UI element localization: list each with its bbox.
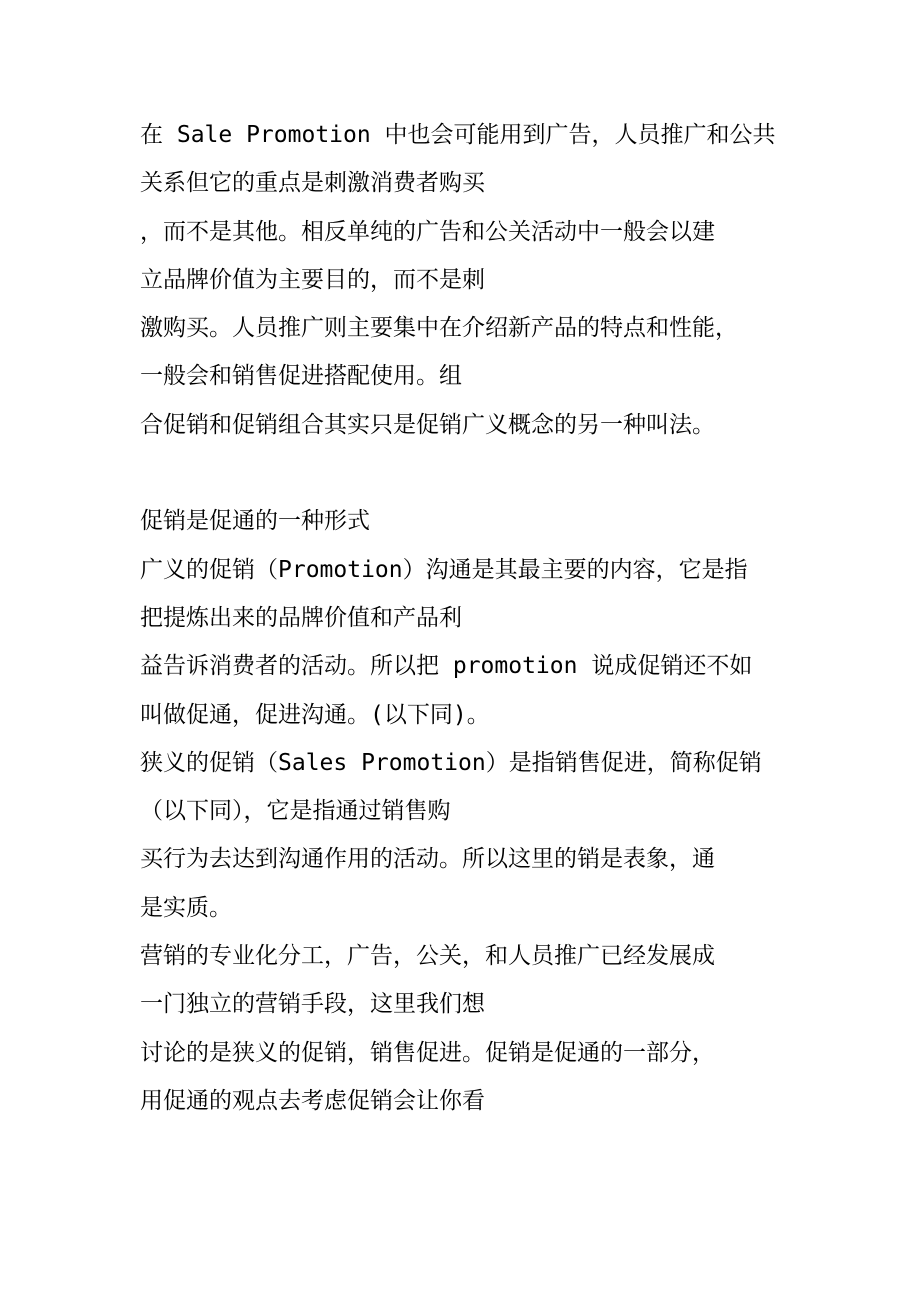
text-line: 是实质。 [140, 894, 232, 921]
text-line: （以下同），它是指通过销售购 [140, 798, 451, 825]
text-line: 一门独立的营销手段，这里我们想 [140, 991, 485, 1018]
text-line: 狭义的促销（Sales Promotion）是指销售促进，简称促销 [140, 749, 762, 776]
text-line: 立品牌价值为主要目的，而不是刺 [140, 266, 485, 293]
text-line: 益告诉消费者的活动。所以把 promotion 说成促销还不如 [140, 653, 753, 680]
text-line: 合促销和促销组合其实只是促销广义概念的另一种叫法。 [140, 411, 715, 438]
text-line: 营销的专业化分工，广告，公关，和人员推广已经发展成 [140, 943, 715, 970]
text-line: 关系但它的重点是刺激消费者购买 [140, 170, 485, 197]
blank-line [140, 449, 800, 497]
text-line: 讨论的是狭义的促销，销售促进。促销是促通的一部分， [140, 1039, 715, 1066]
text-line: 买行为去达到沟通作用的活动。所以这里的销是表象，通 [140, 846, 715, 873]
section-heading: 促销是促通的一种形式 [140, 508, 370, 535]
text-line: 一般会和销售促进搭配使用。组 [140, 363, 462, 390]
text-line: 叫做促通，促进沟通。(以下同)。 [140, 701, 490, 728]
text-line: 用促通的观点去考虑促销会让你看 [140, 1087, 485, 1114]
text-line: 广义的促销（Promotion）沟通是其最主要的内容，它是指 [140, 556, 748, 583]
text-line: 在 Sale Promotion 中也会可能用到广告，人员推广和公共 [140, 122, 776, 148]
text-line: 把提炼出来的品牌价值和产品利 [140, 604, 462, 631]
document-body [140, 111, 800, 1125]
text-line: 激购买。人员推广则主要集中在介绍新产品的特点和性能， [140, 315, 738, 342]
text-line: ，而不是其他。相反单纯的广告和公关活动中一般会以建 [140, 218, 715, 245]
